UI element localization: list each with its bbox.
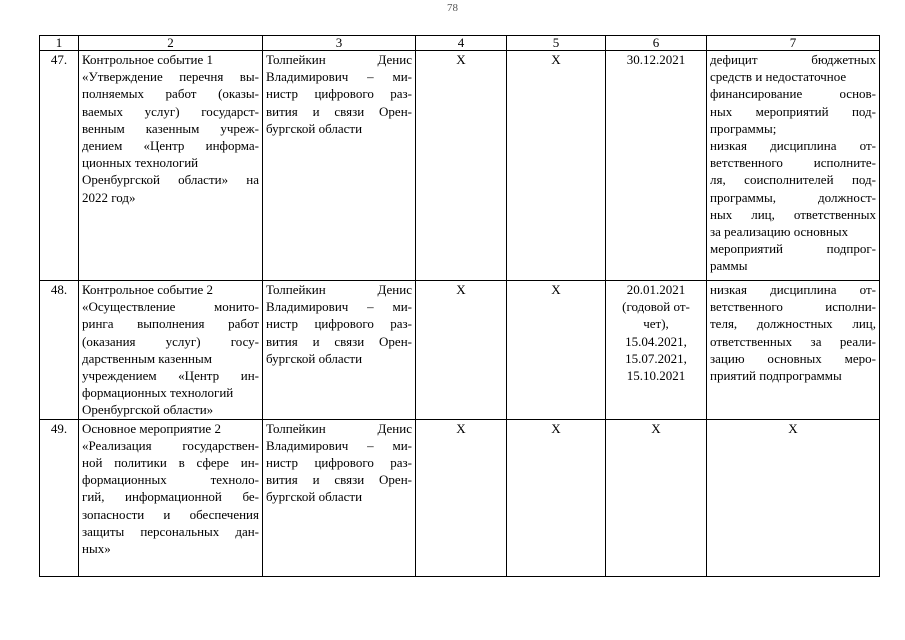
date-value	[606, 419, 707, 576]
event-name	[79, 281, 263, 420]
row-number: 48.	[40, 281, 79, 420]
date-value	[606, 281, 707, 420]
event-name	[79, 51, 263, 281]
text-line: ветственного исполни-	[710, 299, 876, 315]
text-line: 20.01.2021	[626, 282, 686, 297]
text-line: чет),	[643, 316, 669, 332]
column-number-7: 7	[707, 36, 880, 51]
header-row	[40, 36, 880, 51]
text-line: ционных технологий	[82, 155, 199, 171]
text-line: бургской области	[266, 120, 363, 136]
text-line: ля, соисполнителей под-	[710, 172, 876, 188]
text-line: вития и связи Орен-	[266, 472, 412, 488]
text-line: ной политики в сфере ин-	[82, 455, 259, 471]
text-line: венным казенным учреж-	[82, 120, 259, 136]
column-number-4: 4	[416, 36, 507, 51]
table-row	[40, 419, 880, 576]
text-line: ринга выполнения работ	[82, 316, 259, 332]
text-line: 15.07.2021,	[625, 350, 687, 366]
text-line: вития и связи Орен-	[266, 333, 412, 349]
text-line: Владимирович – ми-	[266, 299, 412, 315]
text-line: нистр цифрового раз-	[266, 316, 412, 332]
text-line: Толпейкин Денис	[266, 282, 412, 297]
text-line: «Утверждение перечня вы-	[82, 69, 259, 85]
text-line: Оренбургской области» на	[82, 172, 259, 188]
text-line: Оренбургской области»	[82, 402, 214, 418]
text-line: приятий подпрограммы	[710, 368, 842, 384]
text-line: ных лиц, ответственных	[710, 206, 876, 222]
text-line: зацию основных меро-	[710, 350, 876, 366]
text-line: нистр цифрового раз-	[266, 455, 412, 471]
table-row	[40, 51, 880, 281]
column-5-value: X	[507, 51, 606, 281]
text-line: ветственного исполните-	[710, 155, 876, 171]
text-line: программы, должност-	[710, 189, 876, 205]
text-line: бургской области	[266, 350, 363, 366]
text-line: средств и недостаточное	[710, 69, 847, 85]
text-line: «Осуществление монито-	[82, 299, 259, 315]
column-number-3: 3	[263, 36, 416, 51]
text-line: вития и связи Орен-	[266, 103, 412, 119]
row-number: 49.	[40, 419, 79, 576]
column-number-2: 2	[79, 36, 263, 51]
text-line: Контрольное событие 2	[82, 282, 213, 297]
column-4-value: X	[416, 281, 507, 420]
text-line: дефицит бюджетных	[710, 52, 876, 67]
text-line: мероприятий подпрог-	[710, 241, 876, 257]
text-line: (оказания услуг) госу-	[82, 333, 259, 349]
text-line: ных»	[82, 541, 111, 557]
date-value	[606, 51, 707, 281]
risk-description	[707, 51, 880, 281]
text-line: формационных технологий	[82, 385, 234, 401]
text-line: Толпейкин Денис	[266, 52, 412, 67]
column-number-1: 1	[40, 36, 79, 51]
text-line: бургской области	[266, 489, 363, 505]
text-line: раммы	[710, 258, 748, 274]
column-4-value: X	[416, 51, 507, 281]
responsible-person	[263, 51, 416, 281]
text-line: теля, должностных лиц,	[710, 316, 876, 332]
text-line: формационных техноло-	[82, 472, 259, 488]
text-line: 2022 год»	[82, 189, 136, 205]
event-name	[79, 419, 263, 576]
table-row	[40, 281, 880, 420]
column-4-value: X	[416, 419, 507, 576]
page-number: 78	[447, 2, 458, 14]
events-table	[39, 35, 880, 577]
text-line: зопасности и обеспечения	[82, 506, 259, 522]
text-line: программы;	[710, 120, 777, 136]
text-line: низкая дисциплина от-	[710, 282, 876, 297]
text-line: Контрольное событие 1	[82, 52, 213, 67]
text-line: X	[651, 420, 661, 436]
responsible-person	[263, 281, 416, 420]
column-5-value: X	[507, 281, 606, 420]
column-number-6: 6	[606, 36, 707, 51]
risk-description	[707, 281, 880, 420]
text-line: ных мероприятий под-	[710, 103, 876, 119]
column-5-value: X	[507, 419, 606, 576]
text-line: дением «Центр информа-	[82, 138, 259, 154]
text-line: Толпейкин Денис	[266, 420, 412, 436]
text-line: 30.12.2021	[626, 52, 686, 67]
text-line: защиты персональных дан-	[82, 523, 259, 539]
text-line: Владимирович – ми-	[266, 69, 412, 85]
text-line: ваемых услуг) государст-	[82, 103, 259, 119]
text-line: финансирование основ-	[710, 86, 876, 102]
responsible-person	[263, 419, 416, 576]
risk-description	[707, 419, 880, 576]
column-number-5: 5	[507, 36, 606, 51]
text-line: низкая дисциплина от-	[710, 138, 876, 154]
text-line: полняемых работ (оказы-	[82, 86, 259, 102]
text-line: 15.04.2021,	[625, 333, 687, 349]
text-line: гий, информационной бе-	[82, 489, 259, 505]
row-number: 47.	[40, 51, 79, 281]
text-line: дарственным казенным	[82, 350, 212, 366]
text-line: 15.10.2021	[626, 368, 686, 384]
text-line: (годовой от-	[622, 299, 690, 315]
text-line: нистр цифрового раз-	[266, 86, 412, 102]
text-line: ответственных за реали-	[710, 333, 876, 349]
text-line: Владимирович – ми-	[266, 437, 412, 453]
text-line: за реализацию основных	[710, 224, 849, 240]
text-line: «Реализация государствен-	[82, 437, 259, 453]
text-line: Основное мероприятие 2	[82, 420, 221, 436]
text-line: X	[788, 420, 798, 436]
text-line: учреждением «Центр ин-	[82, 368, 259, 384]
